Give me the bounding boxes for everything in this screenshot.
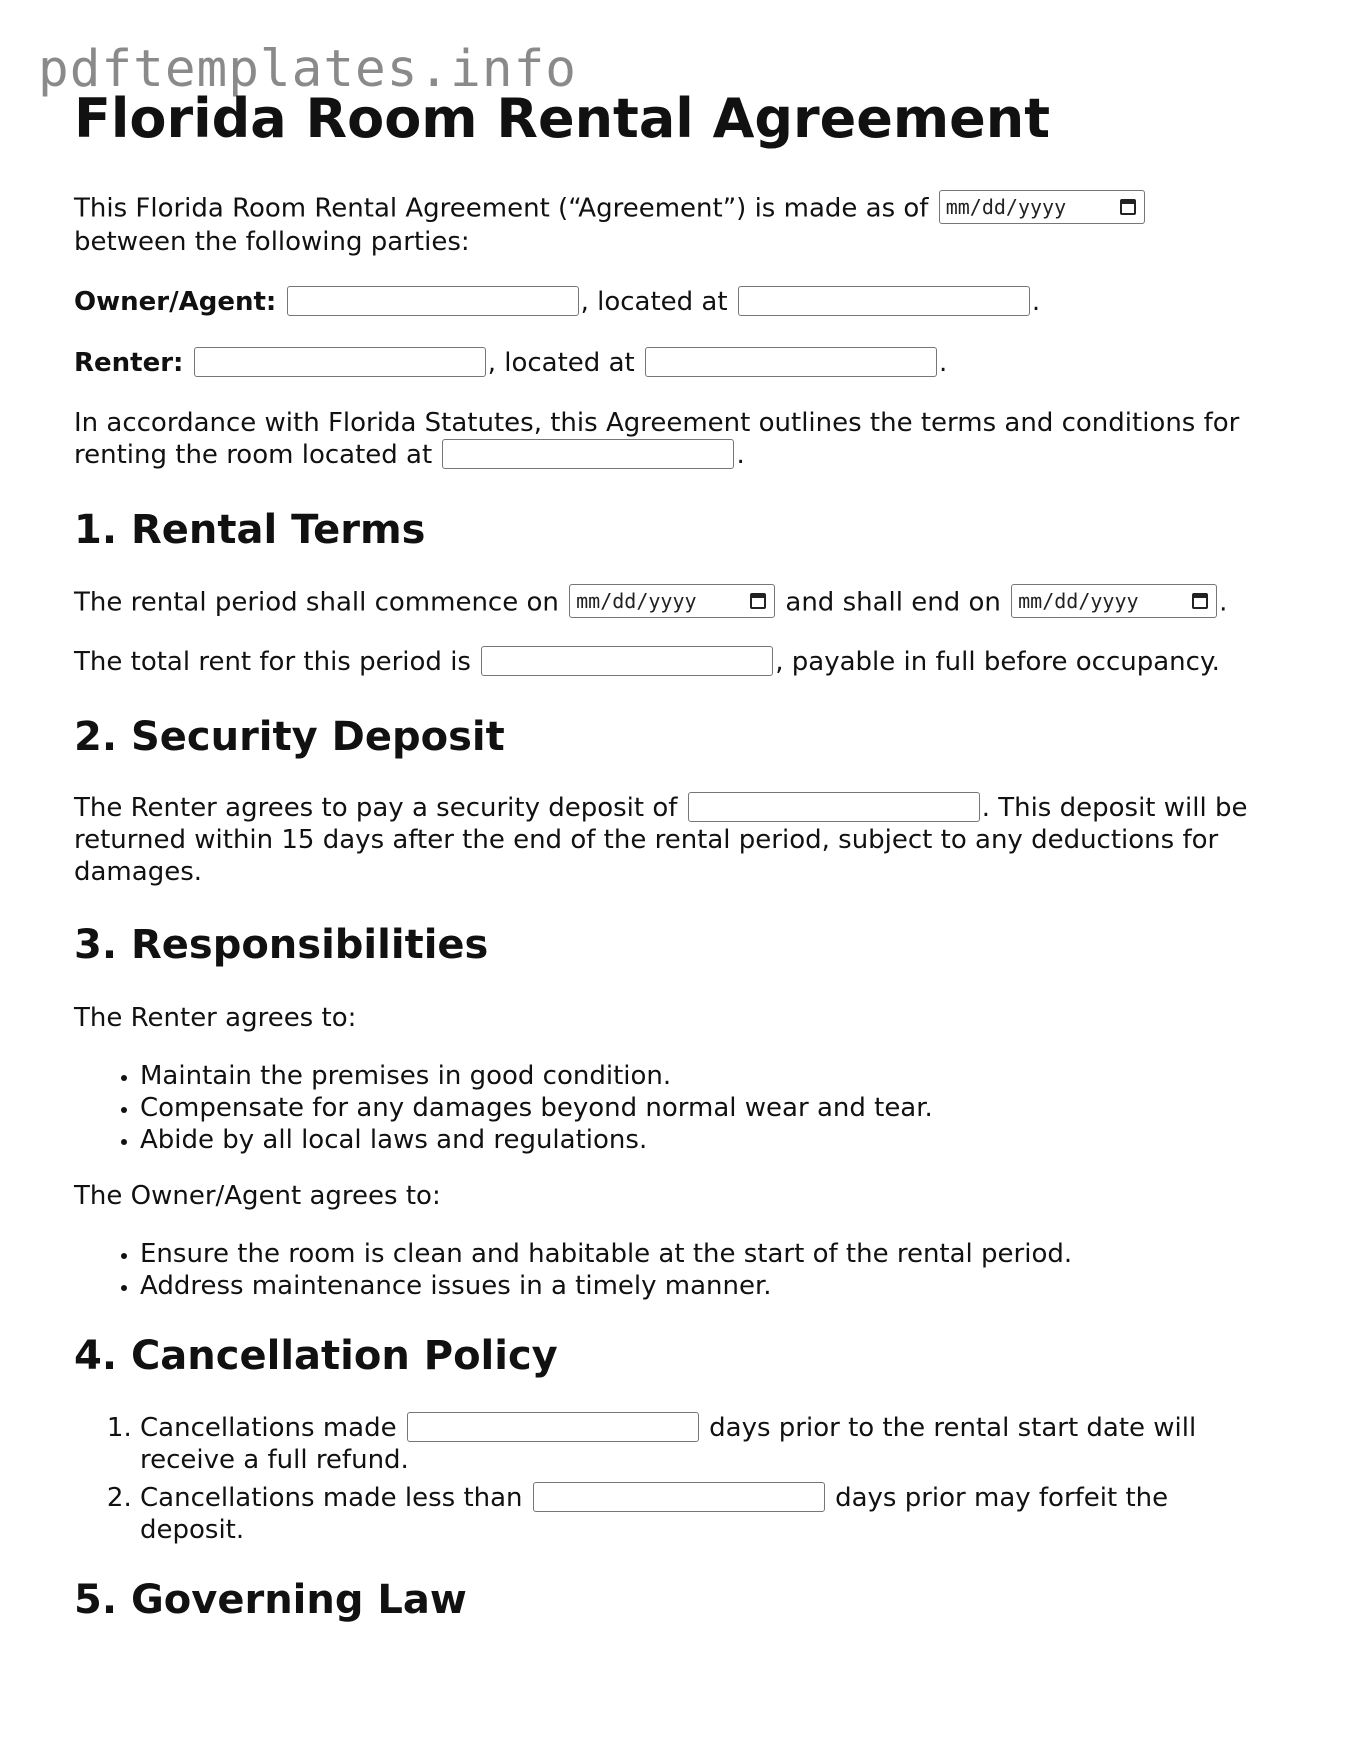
renter-name-field[interactable] (194, 347, 486, 377)
end-date-input[interactable] (1011, 584, 1217, 618)
period-end: . (1219, 587, 1228, 618)
forfeit-days-field[interactable] (533, 1482, 825, 1512)
security-deposit-paragraph (74, 792, 1247, 888)
renter-agrees-text (74, 1002, 356, 1034)
renter-responsibilities-list (74, 1060, 933, 1156)
owner-located-text: , located at (580, 287, 728, 317)
rent-text: The total rent for this period is (74, 647, 471, 677)
section-heading-cancellation: 4. Cancellation Policy (74, 1333, 558, 1379)
list-item: • Ensure the room is clean and habitable at the start of the rental period. (140, 1238, 1072, 1270)
owner-address-field[interactable] (738, 286, 1030, 316)
renter-end: . (938, 348, 948, 378)
section-heading-governing-law: 5. Governing Law (74, 1577, 467, 1623)
calendar-icon[interactable] (1192, 593, 1208, 609)
total-rent-line (74, 646, 1220, 678)
date-placeholder: mm/dd/yyyy (1018, 589, 1139, 613)
owner-intro: The Owner/Agent agrees to: (74, 1181, 441, 1211)
cancel-item-2-text-a: Cancellations made less than (140, 1483, 523, 1513)
list-item: • Address maintenance issues in a timely manner. (140, 1270, 1072, 1302)
cancellation-list (74, 1412, 1200, 1546)
intro-paragraph (74, 192, 1147, 258)
date-placeholder: mm/dd/yyyy (945, 195, 1067, 219)
deposit-text-2: . This deposit will be (981, 793, 1248, 823)
renter-located-text: , located at (487, 348, 635, 378)
start-date-input[interactable] (569, 584, 775, 618)
intro-text-2: between the following parties: (74, 227, 470, 257)
statutes-paragraph (74, 407, 1239, 471)
page-title: Florida Room Rental Agreement (74, 87, 1051, 150)
statutes-line-1: In accordance with Florida Statutes, this Agreement outlines the terms and conditions for (74, 408, 1240, 438)
list-item: • Abide by all local laws and regulations. (140, 1124, 933, 1156)
calendar-icon[interactable] (750, 593, 766, 609)
renter-line (74, 347, 947, 379)
cancel-item-2-text-b: days prior may forfeit the deposit. (140, 1483, 1169, 1545)
list-item (140, 1412, 1200, 1476)
commence-text: The rental period shall commence on (74, 587, 559, 618)
statutes-end: . (736, 440, 745, 470)
list-item: • Maintain the premises in good condition. (140, 1060, 933, 1092)
list-item: • Compensate for any damages beyond normal wear and tear. (140, 1092, 933, 1124)
rental-period-line (74, 586, 1227, 620)
owner-name-field[interactable] (287, 286, 579, 316)
statutes-line-2: renting the room located at (74, 440, 433, 470)
cancel-item-1-text-a: Cancellations made (140, 1413, 397, 1443)
date-placeholder: mm/dd/yyyy (576, 589, 697, 613)
owner-label: Owner/Agent: (74, 287, 277, 317)
agreement-date-input[interactable] (939, 190, 1145, 224)
total-rent-field[interactable] (481, 646, 773, 676)
renter-address-field[interactable] (645, 347, 937, 377)
deposit-line-3: damages. (74, 857, 203, 887)
owner-line (74, 286, 1040, 318)
renter-label: Renter: (74, 348, 184, 378)
owner-agrees-text (74, 1180, 441, 1212)
end-text: and shall end on (785, 587, 1001, 618)
section-heading-security-deposit: 2. Security Deposit (74, 714, 505, 760)
watermark: pdftemplates.info (38, 40, 577, 99)
calendar-icon[interactable] (1120, 199, 1136, 215)
intro-text: This Florida Room Rental Agreement (“Agreement”) is made as of (74, 193, 929, 224)
section-heading-rental-terms: 1. Rental Terms (74, 507, 426, 553)
owner-responsibilities-list (74, 1238, 1072, 1302)
security-deposit-field[interactable] (688, 792, 980, 822)
deposit-line-2: returned within 15 days after the end of the rental period, subject to any deductions for (74, 825, 1219, 855)
owner-end: . (1031, 287, 1041, 317)
deposit-text: The Renter agrees to pay a security deposit of (74, 793, 678, 823)
rent-end-text: , payable in full before occupancy. (775, 647, 1220, 677)
cancel-item-1-text-b: days prior to the rental start date will receive a full refund. (140, 1413, 1197, 1475)
full-refund-days-field[interactable] (407, 1412, 699, 1442)
list-item (140, 1482, 1200, 1546)
renter-intro: The Renter agrees to: (74, 1003, 357, 1033)
room-address-field[interactable] (442, 439, 734, 469)
section-heading-responsibilities: 3. Responsibilities (74, 922, 489, 968)
